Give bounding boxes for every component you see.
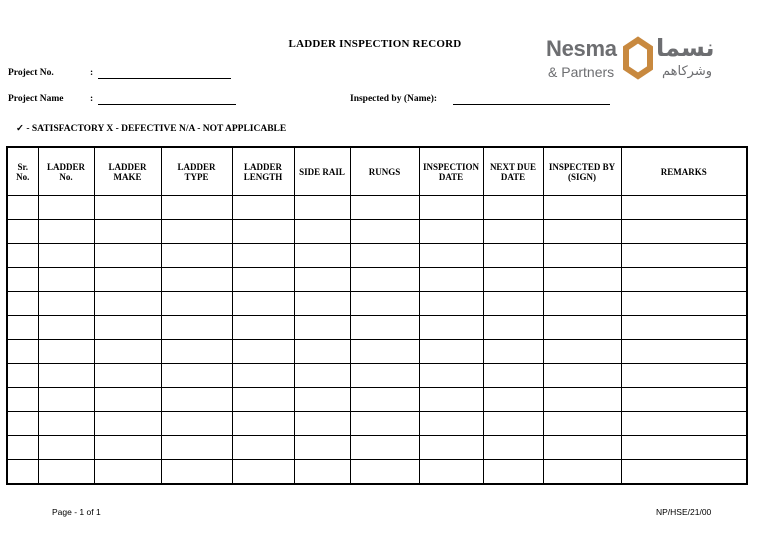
- column-header: [350, 147, 419, 196]
- table-cell[interactable]: [38, 364, 94, 388]
- column-header-text: SIDE RAIL: [299, 166, 345, 177]
- colon: :: [90, 94, 94, 104]
- table-cell[interactable]: [543, 460, 621, 485]
- column-header-text: NEXT DUE: [489, 161, 537, 172]
- table-cell[interactable]: [38, 388, 94, 412]
- table-cell[interactable]: [543, 292, 621, 316]
- table-row: [7, 340, 747, 364]
- table-cell[interactable]: [38, 316, 94, 340]
- table-cell[interactable]: [294, 196, 350, 220]
- table-cell[interactable]: [350, 436, 419, 460]
- table-cell[interactable]: [94, 268, 161, 292]
- table-cell[interactable]: [419, 316, 483, 340]
- table-cell[interactable]: [483, 220, 543, 244]
- table-cell[interactable]: [350, 364, 419, 388]
- colon: :: [90, 68, 94, 78]
- column-header-text: TYPE: [184, 171, 209, 182]
- table-cell[interactable]: [94, 340, 161, 364]
- table-cell[interactable]: [294, 244, 350, 268]
- table-row: [7, 196, 747, 220]
- table-row: [7, 316, 747, 340]
- table-cell[interactable]: [621, 340, 747, 364]
- table-cell[interactable]: [350, 220, 419, 244]
- table-cell[interactable]: [161, 340, 232, 364]
- table-header-row: [7, 147, 747, 196]
- status-legend: ✓ - SATISFACTORY X - DEFECTIVE N/A - NOT APPLICABLE: [16, 124, 287, 134]
- table-cell[interactable]: [161, 220, 232, 244]
- column-header: [7, 147, 38, 196]
- table-cell[interactable]: [294, 220, 350, 244]
- table-cell[interactable]: [232, 220, 294, 244]
- column-header-text: INSPECTED BY: [548, 161, 616, 172]
- table-cell[interactable]: [543, 196, 621, 220]
- table-row: [7, 268, 747, 292]
- table-cell[interactable]: [350, 268, 419, 292]
- table-cell[interactable]: [350, 412, 419, 436]
- table-cell[interactable]: [621, 244, 747, 268]
- table-cell[interactable]: [483, 196, 543, 220]
- table-cell[interactable]: [483, 364, 543, 388]
- table-cell[interactable]: [7, 412, 38, 436]
- table-cell[interactable]: [483, 244, 543, 268]
- table-cell[interactable]: [621, 412, 747, 436]
- inspected-by-label: Inspected by (Name):: [350, 94, 438, 104]
- table-cell[interactable]: [94, 460, 161, 485]
- table-cell[interactable]: [621, 388, 747, 412]
- table-cell[interactable]: [161, 388, 232, 412]
- hexagon-logo-icon: [622, 36, 654, 80]
- table-cell[interactable]: [38, 220, 94, 244]
- project-name-label: Project Name: [8, 94, 64, 104]
- table-cell[interactable]: [543, 316, 621, 340]
- column-header: [94, 147, 161, 196]
- table-cell[interactable]: [232, 412, 294, 436]
- page-number: Page - 1 of 1: [52, 507, 101, 517]
- table-cell[interactable]: [161, 268, 232, 292]
- column-header-text: LADDER: [46, 161, 85, 172]
- page-title: LADDER INSPECTION RECORD: [288, 38, 462, 50]
- table-cell[interactable]: [483, 388, 543, 412]
- project-no-label: Project No.: [8, 68, 54, 78]
- table-cell[interactable]: [483, 412, 543, 436]
- table-cell[interactable]: [419, 292, 483, 316]
- table-cell[interactable]: [621, 364, 747, 388]
- table-cell[interactable]: [38, 340, 94, 364]
- table-cell[interactable]: [294, 412, 350, 436]
- table-row: [7, 244, 747, 268]
- table-cell[interactable]: [7, 316, 38, 340]
- column-header-text: RUNGS: [368, 166, 401, 177]
- table-row: [7, 364, 747, 388]
- table-cell[interactable]: [38, 436, 94, 460]
- table-cell[interactable]: [483, 292, 543, 316]
- column-header-text: Sr.: [17, 161, 28, 172]
- project-name-field[interactable]: [98, 104, 236, 105]
- column-header-text: DATE: [500, 171, 526, 182]
- table-cell[interactable]: [621, 268, 747, 292]
- column-header: [419, 147, 483, 196]
- table-cell[interactable]: [94, 412, 161, 436]
- table-cell[interactable]: [232, 436, 294, 460]
- table-cell[interactable]: [419, 268, 483, 292]
- table-cell[interactable]: [38, 292, 94, 316]
- logo-partners-ar: وشركاهم: [662, 64, 713, 79]
- table-cell[interactable]: [543, 436, 621, 460]
- table-cell[interactable]: [419, 340, 483, 364]
- column-header-text: INSPECTION: [422, 161, 479, 172]
- table-cell[interactable]: [543, 340, 621, 364]
- table-cell[interactable]: [94, 388, 161, 412]
- table-cell[interactable]: [232, 388, 294, 412]
- column-header-text: No.: [16, 171, 30, 182]
- table-cell[interactable]: [543, 268, 621, 292]
- table-cell[interactable]: [621, 460, 747, 485]
- table-cell[interactable]: [38, 244, 94, 268]
- table-cell[interactable]: [38, 196, 94, 220]
- table-cell[interactable]: [621, 292, 747, 316]
- table-cell[interactable]: [483, 436, 543, 460]
- table-cell[interactable]: [483, 460, 543, 485]
- column-header: [294, 147, 350, 196]
- table-cell[interactable]: [294, 436, 350, 460]
- table-cell[interactable]: [419, 388, 483, 412]
- table-cell[interactable]: [38, 268, 94, 292]
- table-cell[interactable]: [7, 244, 38, 268]
- table-cell[interactable]: [7, 292, 38, 316]
- column-header-text: No.: [59, 171, 73, 182]
- table-cell[interactable]: [621, 220, 747, 244]
- table-cell[interactable]: [419, 196, 483, 220]
- table-cell[interactable]: [7, 364, 38, 388]
- table-cell[interactable]: [543, 364, 621, 388]
- table-cell[interactable]: [543, 244, 621, 268]
- table-cell[interactable]: [161, 316, 232, 340]
- table-row: [7, 292, 747, 316]
- column-header-text: REMARKS: [660, 166, 707, 177]
- table-cell[interactable]: [7, 436, 38, 460]
- table-cell[interactable]: [232, 460, 294, 485]
- column-header-text: LADDER: [177, 161, 216, 172]
- table-cell[interactable]: [94, 292, 161, 316]
- table-cell[interactable]: [232, 340, 294, 364]
- table-cell[interactable]: [232, 364, 294, 388]
- logo-name-ar: نسما: [656, 34, 715, 62]
- table-cell[interactable]: [621, 316, 747, 340]
- table-cell[interactable]: [543, 220, 621, 244]
- table-cell[interactable]: [232, 268, 294, 292]
- table-row: [7, 460, 747, 485]
- table-cell[interactable]: [294, 268, 350, 292]
- table-cell[interactable]: [294, 292, 350, 316]
- table-cell[interactable]: [7, 268, 38, 292]
- table-cell[interactable]: [38, 460, 94, 485]
- table-cell[interactable]: [350, 316, 419, 340]
- table-cell[interactable]: [161, 244, 232, 268]
- column-header: [483, 147, 543, 196]
- table-cell[interactable]: [7, 460, 38, 485]
- document-code: NP/HSE/21/00: [656, 507, 712, 517]
- inspection-table: [6, 146, 748, 485]
- table-cell[interactable]: [38, 412, 94, 436]
- table-cell[interactable]: [7, 220, 38, 244]
- table-cell[interactable]: [294, 340, 350, 364]
- table-row: [7, 436, 747, 460]
- table-cell[interactable]: [419, 412, 483, 436]
- column-header-text: LENGTH: [243, 171, 283, 182]
- logo-name-en: Nesma: [546, 36, 617, 61]
- table-cell[interactable]: [294, 388, 350, 412]
- table-cell[interactable]: [161, 292, 232, 316]
- inspected-by-field[interactable]: [453, 104, 610, 105]
- table-cell[interactable]: [161, 412, 232, 436]
- table-cell[interactable]: [161, 364, 232, 388]
- table-cell[interactable]: [621, 436, 747, 460]
- table-row: [7, 412, 747, 436]
- table-row: [7, 220, 747, 244]
- table-cell[interactable]: [483, 340, 543, 364]
- table-cell[interactable]: [350, 340, 419, 364]
- table-cell[interactable]: [350, 460, 419, 485]
- table-cell[interactable]: [232, 244, 294, 268]
- table-cell[interactable]: [94, 316, 161, 340]
- column-header-text: LADDER: [243, 161, 282, 172]
- table-cell[interactable]: [94, 436, 161, 460]
- table-cell[interactable]: [350, 244, 419, 268]
- table-cell[interactable]: [232, 316, 294, 340]
- table-cell[interactable]: [419, 364, 483, 388]
- logo-partners-en: & Partners: [548, 64, 615, 80]
- column-header-text: MAKE: [113, 171, 142, 182]
- table-row: [7, 388, 747, 412]
- table-cell[interactable]: [7, 388, 38, 412]
- column-header-text: LADDER: [108, 161, 147, 172]
- table-cell[interactable]: [94, 196, 161, 220]
- table-cell[interactable]: [94, 220, 161, 244]
- table-cell[interactable]: [419, 220, 483, 244]
- column-header-text: (SIGN): [567, 171, 596, 182]
- project-no-field[interactable]: [98, 78, 231, 79]
- company-logo: [544, 36, 744, 84]
- table-cell[interactable]: [419, 460, 483, 485]
- table-cell[interactable]: [543, 412, 621, 436]
- table-cell[interactable]: [419, 436, 483, 460]
- table-cell[interactable]: [350, 196, 419, 220]
- table-cell[interactable]: [7, 196, 38, 220]
- table-cell[interactable]: [483, 316, 543, 340]
- column-header-text: DATE: [438, 171, 464, 182]
- table-cell[interactable]: [161, 460, 232, 485]
- table-cell[interactable]: [232, 196, 294, 220]
- table-cell[interactable]: [232, 292, 294, 316]
- table-body: [7, 196, 747, 485]
- table-cell[interactable]: [294, 316, 350, 340]
- table-cell[interactable]: [419, 244, 483, 268]
- table-cell[interactable]: [621, 196, 747, 220]
- column-header: [621, 147, 747, 196]
- table-cell[interactable]: [543, 388, 621, 412]
- column-header: [38, 147, 94, 196]
- column-header: [161, 147, 232, 196]
- table-cell[interactable]: [350, 388, 419, 412]
- table-cell[interactable]: [294, 364, 350, 388]
- table-cell[interactable]: [350, 292, 419, 316]
- column-header: [543, 147, 621, 196]
- table-cell[interactable]: [161, 196, 232, 220]
- table-cell[interactable]: [7, 340, 38, 364]
- table-cell[interactable]: [94, 244, 161, 268]
- table-cell[interactable]: [294, 460, 350, 485]
- table-cell[interactable]: [161, 436, 232, 460]
- column-header: [232, 147, 294, 196]
- table-cell[interactable]: [94, 364, 161, 388]
- table-cell[interactable]: [483, 268, 543, 292]
